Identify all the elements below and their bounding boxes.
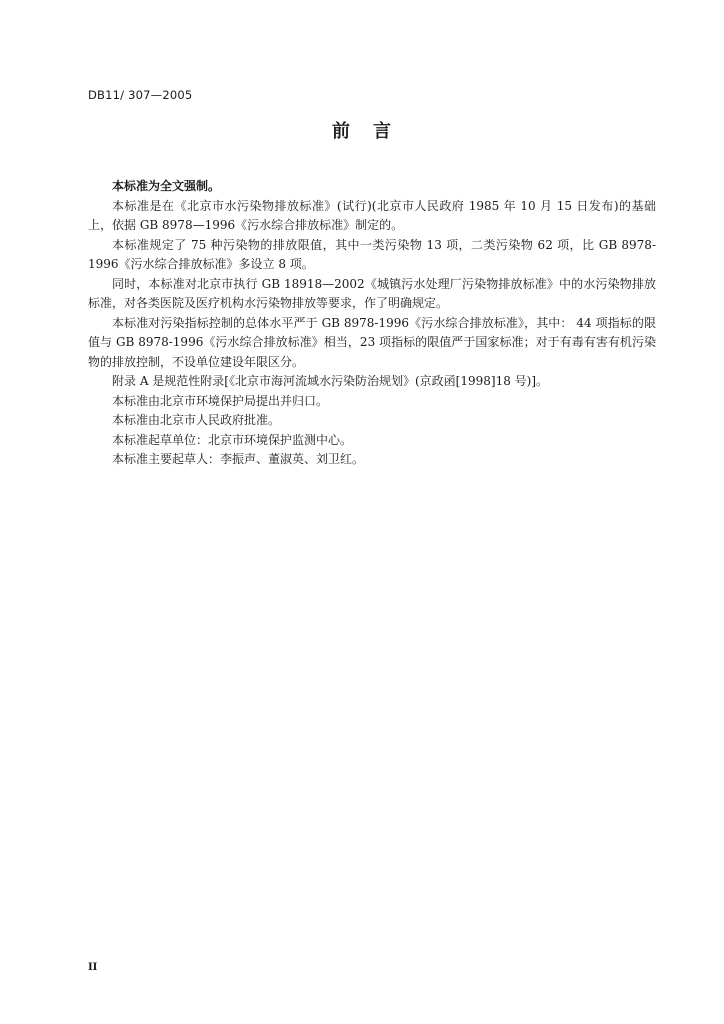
paragraph-basis: 本标准是在《北京市水污染物排放标准》(试行)(北京市人民政府 1985 年 10 月 15 日发布)的基础上，依据 GB 8978—1996《污水综合排放标准》制定的。: [88, 198, 656, 232]
paragraph-urban-wastewater: 同时，本标准对北京市执行 GB 18918—2002《城镇污水处理厂污染物排放标准》中的水污染物排放标准，对各类医院及医疗机构水污染物排放等要求，作了明确规定。: [88, 276, 656, 310]
title-char-2: 言: [373, 121, 392, 142]
title-char-1: 前: [332, 121, 351, 142]
paragraph-drafting-unit: 本标准起草单位：北京市环境保护监测中心。: [112, 432, 353, 447]
page-title: [0, 117, 724, 143]
paragraph-approver: 本标准由北京市人民政府批准。: [112, 413, 281, 427]
paragraph-drafters: 本标准主要起草人：李振声、董淑英、刘卫红。: [112, 452, 365, 466]
paragraph-control-level: 本标准对污染指标控制的总体水平严于 GB 8978-1996《污水综合排放标准》，其中： 44 项指标的限值与 GB 8978-1996《污水综合排放标准》相当，23 项指标的限值严于国家标准；对于有毒有害有机污染物的排放控制，不设单位建设年限区分。: [88, 315, 656, 369]
page-number: II: [88, 962, 98, 973]
paragraph-pollutant-limits: 本标准规定了 75 种污染物的排放限值，其中一类污染物 13 项，二类污染物 62 项，比 GB 8978-1996《污水综合排放标准》多设立 8 项。: [88, 237, 656, 271]
foreword-body: [88, 177, 656, 470]
paragraph-appendix: 附录 A 是规范性附录[《北京市海河流域水污染防治规划》(京政函[1998]18 号)]。: [112, 374, 549, 388]
paragraph-proposer: 本标准由北京市环境保护局提出并归口。: [112, 393, 329, 408]
document-code: DB11/ 307—2005: [88, 88, 193, 102]
paragraph-mandatory: 本标准为全文强制。: [112, 179, 221, 193]
